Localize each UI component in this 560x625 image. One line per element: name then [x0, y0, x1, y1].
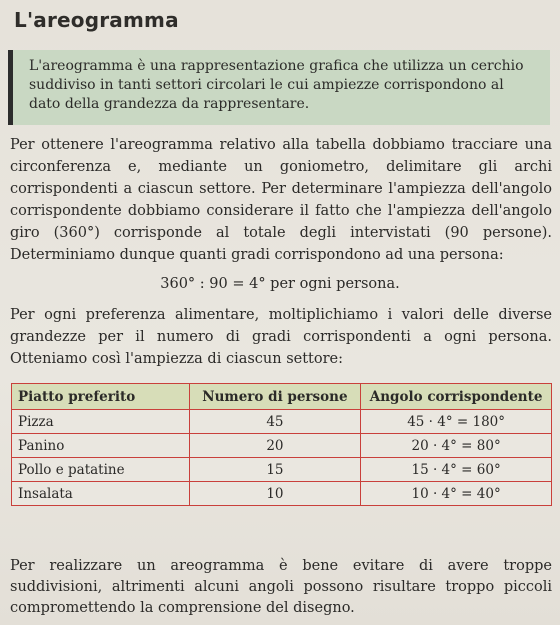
cell-piatto: Pizza [12, 410, 190, 434]
table-row [12, 410, 552, 434]
advice-paragraph: Per realizzare un areogramma è bene evitare di avere troppe suddivisioni, altrimenti alcuni angoli possono risultare troppo piccoli compromettendo la comprensione del disegno. [10, 558, 552, 616]
cell-angolo: 20 · 4° = 80° [361, 434, 552, 458]
cell-angolo: 45 · 4° = 180° [361, 410, 552, 434]
cell-numero: 15 [189, 458, 361, 482]
cell-piatto: Insalata [12, 482, 190, 506]
cell-angolo: 10 · 4° = 40° [361, 482, 552, 506]
cell-numero: 20 [189, 434, 361, 458]
table-row [12, 482, 552, 506]
table-row [12, 458, 552, 482]
cell-numero: 10 [189, 482, 361, 506]
explanation-paragraph: Per ottenere l'areogramma relativo alla tabella dobbiamo tracciare una circonferenza e, mediante un goniometro, delimitare gli archi corrispondenti a ciascun settore. Per determinare l'ampiezza dell'angolo corrispondente dobbiamo considerare il fatto che l'ampiezza dell'angolo giro (360°) corrisponde al totale degli intervistati (90 persone). Determiniamo dunque quanti gradi corrispondono ad una persona: [10, 137, 552, 263]
table-row [12, 434, 552, 458]
section-title: L'areogramma [14, 8, 179, 32]
cell-angolo: 15 · 4° = 60° [361, 458, 552, 482]
definition-box [8, 50, 550, 125]
cell-piatto: Pollo e patatine [12, 458, 190, 482]
data-table [11, 383, 552, 506]
header-numero: Numero di persone [189, 384, 361, 410]
definition-text: L'areogramma è una rappresentazione grafica che utilizza un cerchio suddiviso in tanti settori circolari le cui ampiezze corrispondono al dato della grandezza da rappresentare. [29, 58, 524, 112]
header-angolo: Angolo corrispondente [361, 384, 552, 410]
header-piatto: Piatto preferito [12, 384, 190, 410]
cell-numero: 45 [189, 410, 361, 434]
degree-formula: 360° : 90 = 4° per ogni persona. [160, 276, 400, 292]
table-header-row [12, 384, 552, 410]
cell-piatto: Panino [12, 434, 190, 458]
method-paragraph: Per ogni preferenza alimentare, moltiplichiamo i valori delle diverse grandezze per il numero di gradi corrispondenti a ogni persona. Otteniamo così l'ampiezza di ciascun settore: [10, 307, 552, 367]
